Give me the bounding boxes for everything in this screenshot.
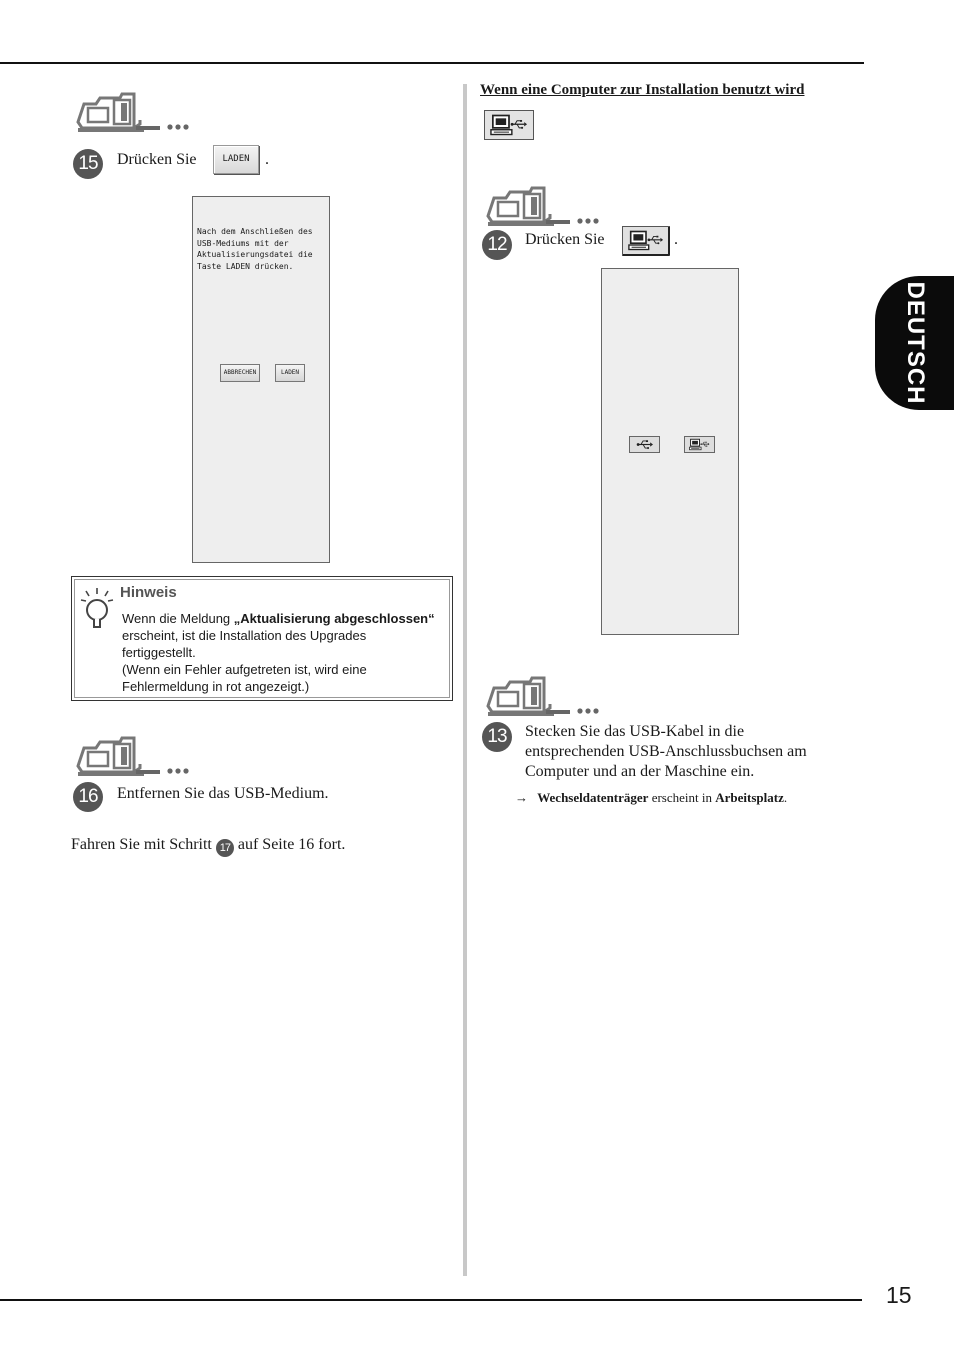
sewing-machine-icon: [484, 674, 602, 718]
screen-cancel-button[interactable]: ABBRECHEN: [220, 364, 260, 382]
page-number: 15: [886, 1282, 912, 1308]
sewing-machine-icon: [74, 734, 192, 778]
bottom-rule: [0, 1299, 862, 1301]
step13-text: Stecken Sie das USB-Kabel in die entsprechenden USB-Anschlussbuchsen am Computer und an der Maschine ein.: [525, 723, 807, 780]
step-number-16: 16: [73, 782, 103, 812]
language-tab-label: DEUTSCH: [901, 281, 929, 405]
hint-text: Wenn die Meldung „Aktualisierung abgeschlossen“ erscheint, ist die Installation des Upgrades fertiggestellt. (Wenn ein Fehler aufgetreten ist, wird eine Fehlermeldung in rot angezeigt.): [122, 611, 435, 694]
step13-result: → Wechseldatenträger erscheint in Arbeitsplatz.: [515, 790, 788, 805]
step15-text: Drücken Sie: [117, 151, 197, 168]
continue-text: Fahren Sie mit Schritt 17 auf Seite 16 fort.: [71, 835, 345, 857]
sewing-machine-icon: [484, 184, 602, 228]
section-heading: Wenn eine Computer zur Installation benutzt wird: [480, 82, 805, 98]
step15-period: .: [265, 151, 269, 168]
top-rule: [0, 62, 864, 64]
column-divider: [463, 84, 467, 1276]
step-number-15: 15: [73, 149, 103, 179]
sewing-machine-icon: [74, 90, 192, 134]
step-number-12: 12: [482, 230, 512, 260]
language-tab: [875, 276, 954, 410]
machine-screen-laden: [192, 196, 330, 563]
computer-usb-button[interactable]: [622, 226, 670, 256]
step12-text: Drücken Sie: [525, 231, 605, 248]
step16-text: Entfernen Sie das USB-Medium.: [117, 785, 329, 802]
lightbulb-icon: [80, 587, 114, 629]
laden-key-button[interactable]: LADEN: [213, 145, 259, 174]
step12-period: .: [674, 231, 678, 248]
machine-screen-usb: [601, 268, 739, 635]
screen-message: Nach dem Anschließen des USB-Mediums mit der Aktualisierungsdatei die Taste LADEN drücken.: [197, 227, 313, 271]
hint-title: Hinweis: [120, 584, 177, 601]
usb-button[interactable]: [629, 436, 660, 453]
computer-usb-icon: [484, 110, 534, 140]
screen-load-button[interactable]: LADEN: [275, 364, 305, 382]
step-ref-17: 17: [216, 839, 234, 857]
hint-box: [71, 576, 453, 701]
computer-usb-screen-button[interactable]: [684, 436, 715, 453]
step-number-13: 13: [482, 722, 512, 752]
